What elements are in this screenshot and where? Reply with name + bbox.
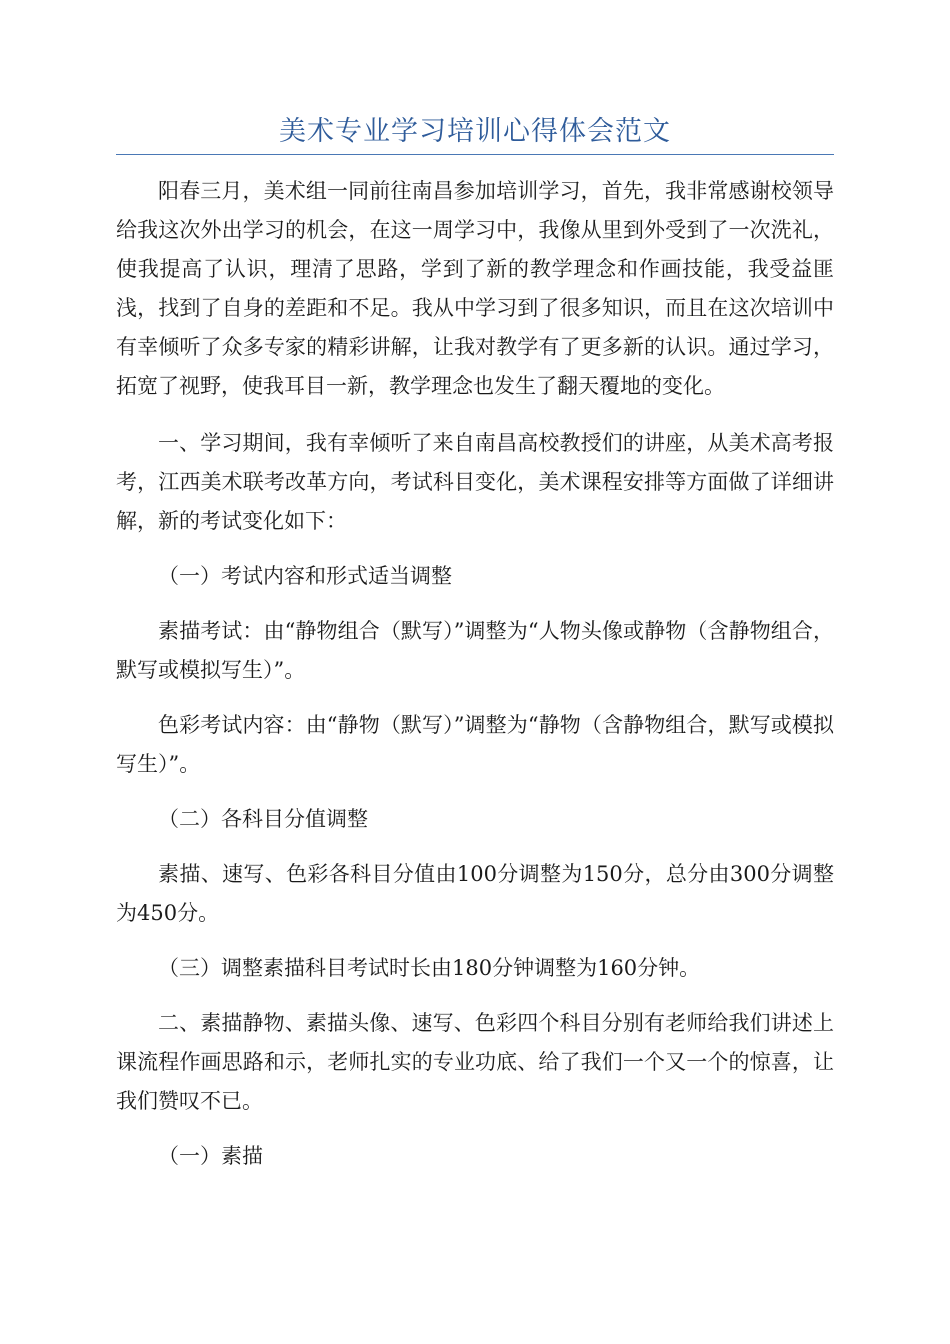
paragraph-section-two: 二、素描静物、素描头像、速写、色彩四个科目分别有老师给我们讲述上课流程作画思路和示，老师扎实的专业功底、给了我们一个又一个的惊喜，让我们赞叹不已。	[116, 1011, 834, 1113]
subheading-score-adjust: （二）各科目分值调整	[158, 807, 368, 831]
paragraph-time-adjust: （三）调整素描科目考试时长由180分钟调整为160分钟。	[158, 956, 701, 980]
paragraph-intro: 阳春三月，美术组一同前往南昌参加培训学习，首先，我非常感谢校领导给我这次外出学习的机会，在这一周学习中，我像从里到外受到了一次洗礼，使我提高了认识，理清了思路，学到了新的教学理念和作画技能，我受益匪浅，找到了自身的差距和不足。我从中学习到了很多知识，而且在这次培训中有幸倾听了众多专家的精彩讲解，让我对教学有了更多新的认识。通过学习，拓宽了视野，使我耳目一新，教学理念也发生了翻天覆地的变化。	[116, 179, 834, 398]
paragraph-sketch-exam: 素描考试：由“静物组合（默写）”调整为“人物头像或静物（含静物组合，默写或模拟写生）”。	[116, 619, 834, 682]
subheading-sketch: （一）素描	[158, 1144, 263, 1168]
subheading-exam-content: （一）考试内容和形式适当调整	[158, 564, 452, 588]
paragraph-score-details: 素描、速写、色彩各科目分值由100分调整为150分，总分由300分调整为450分。	[116, 862, 834, 925]
paragraph-section-one: 一、学习期间，我有幸倾听了来自南昌高校教授们的讲座，从美术高考报考，江西美术联考改革方向，考试科目变化，美术课程安排等方面做了详细讲解，新的考试变化如下：	[116, 431, 834, 533]
paragraph-color-exam: 色彩考试内容：由“静物（默写）”调整为“静物（含静物组合，默写或模拟写生）”。	[116, 713, 834, 776]
document-body	[116, 172, 834, 1176]
document-title: 美术专业学习培训心得体会范文	[279, 116, 671, 147]
title-underline	[116, 154, 834, 155]
